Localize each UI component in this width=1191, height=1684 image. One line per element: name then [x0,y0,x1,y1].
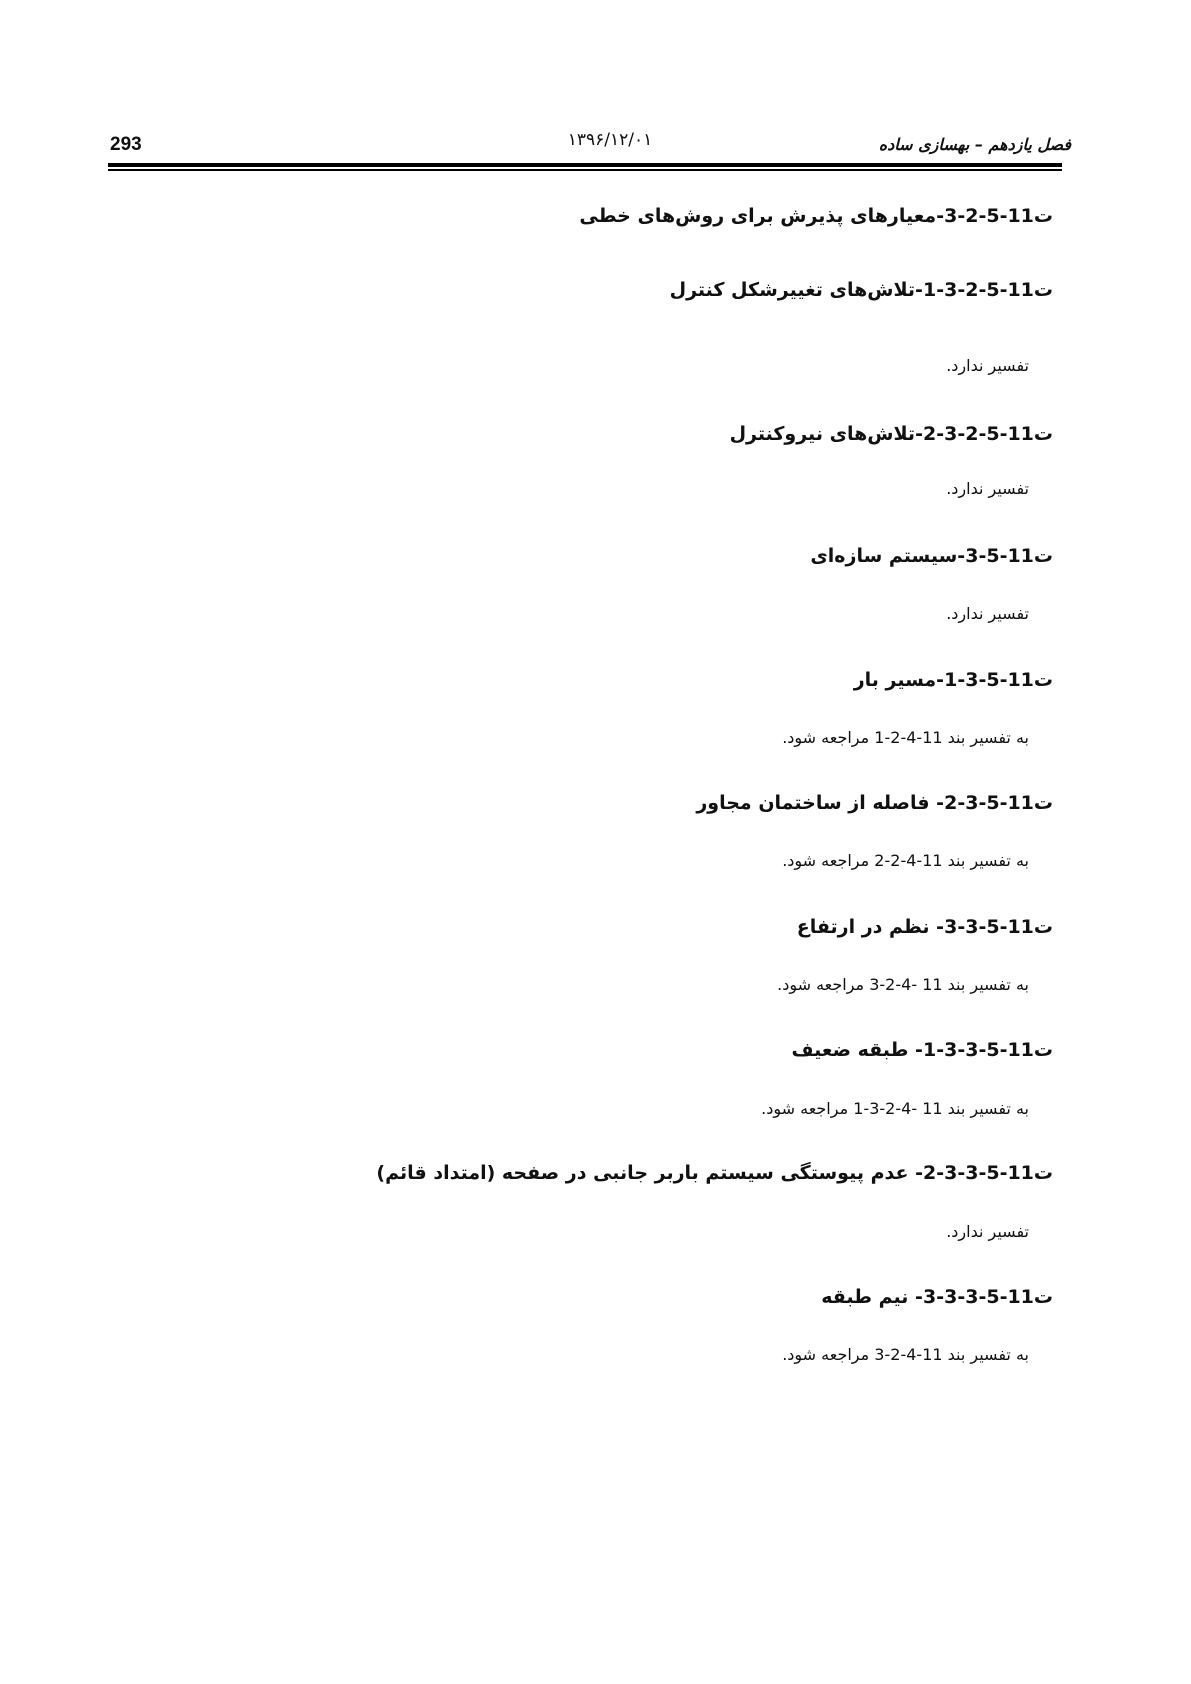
section-heading: ت11-5-3-3-2- عدم پیوستگی سیستم باربر جانبی در صفحه (امتداد قائم) [376,1162,1053,1184]
header-date: ۱۳۹۶/۱۲/۰۱ [567,130,653,150]
section-heading: ت11-5-2-3-معیارهای پذیرش برای روش‌های خطی [579,205,1053,227]
section-heading: ت11-5-3-1-مسیر بار [853,669,1053,691]
paragraph: به تفسیر بند 11-4-2-1 مراجعه شود. [782,728,1029,747]
section-heading: ت11-5-2-3-1-تلاش‌های تغییرشکل کنترل [669,279,1053,301]
section-heading: ت11-5-2-3-2-تلاش‌های نیروکنترل [729,423,1053,445]
paragraph: به تفسیر بند 11 -4-2-3-1 مراجعه شود. [761,1099,1029,1118]
paragraph: تفسیر ندارد. [946,604,1029,623]
section-heading: ت11-5-3-3- نظم در ارتفاع [796,916,1053,938]
section-heading: ت11-5-3-سیستم سازه‌ای [810,545,1053,567]
paragraph: به تفسیر بند 11-4-2-3 مراجعه شود. [782,1345,1029,1364]
paragraph: تفسیر ندارد. [946,1222,1029,1241]
section-heading: ت11-5-3-3-1- طبقه ضعیف [791,1039,1053,1061]
paragraph: به تفسیر بند 11-4-2-2 مراجعه شود. [782,851,1029,870]
page-number: 293 [110,134,142,155]
paragraph: تفسیر ندارد. [946,356,1029,375]
section-heading: ت11-5-3-2- فاصله از ساختمان مجاور [696,792,1053,814]
chapter-title: فصل یازدهم – بهسازی ساده [878,135,1071,154]
paragraph: به تفسیر بند 11 -4-2-3 مراجعه شود. [777,975,1029,994]
paragraph: تفسیر ندارد. [946,479,1029,498]
section-heading: ت11-5-3-3-3- نیم طبقه [821,1286,1053,1308]
